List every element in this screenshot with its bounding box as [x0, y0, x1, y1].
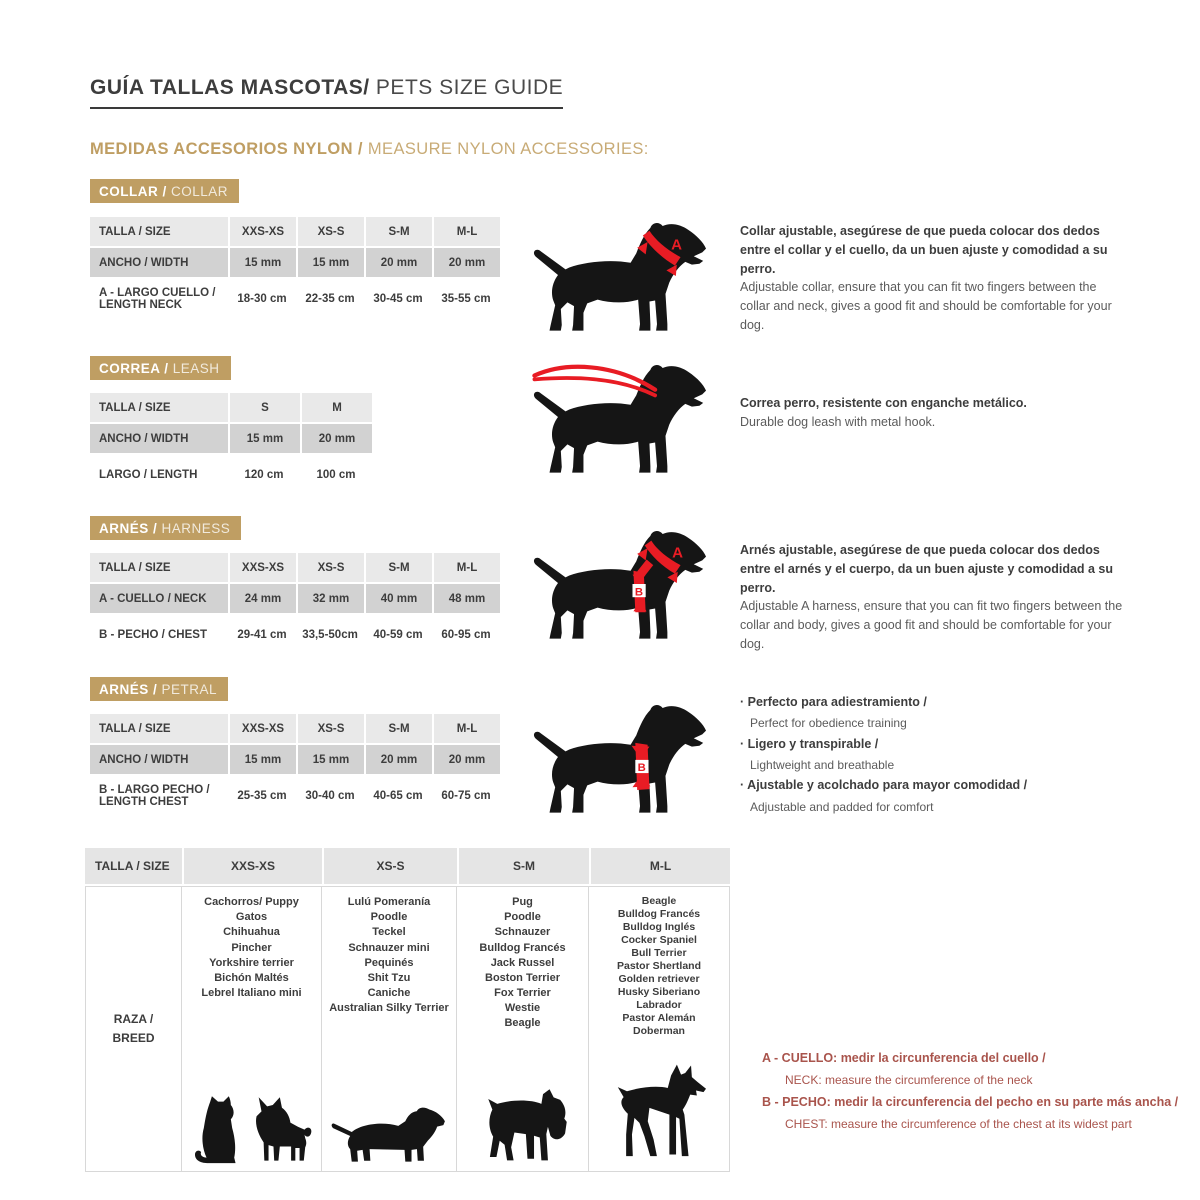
note-a-en: NECK: measure the circumference of the neck — [785, 1072, 1033, 1087]
breed-header-size: XXS-XS — [182, 848, 322, 884]
petral-size-table — [90, 714, 500, 816]
breed-col-xs-s — [322, 886, 457, 1172]
table-data-row — [90, 776, 500, 816]
breed-list — [329, 895, 449, 1016]
breed-header-label: TALLA / SIZE — [85, 848, 182, 884]
size-value-cell: 29-41 cm — [237, 629, 287, 641]
harness-desc-en: Adjustable A harness, ensure that you can fit two fingers between the collar and body, gives a good fit and should be comfortable for your dog. — [740, 599, 1123, 651]
silhouette-row — [607, 1063, 711, 1167]
breed-list — [201, 895, 301, 1001]
breed-name: Golden retriever — [618, 973, 700, 986]
breed-name: Cachorros/ Puppy — [204, 896, 299, 908]
size-value-cell: 120 cm — [244, 469, 284, 481]
size-value-cell: S-M — [364, 217, 432, 246]
badge-en: COLLAR — [166, 184, 229, 199]
page-subtitle — [90, 140, 649, 159]
size-value-cell: XXS-XS — [228, 714, 296, 743]
collar-desc-es: Collar ajustable, asegúrese de que pueda colocar dos dedos entre el collar y el cuello, da un buen ajuste y comodidad a su perro. — [740, 224, 1108, 276]
feature-en: Lightweight and breathable — [750, 757, 895, 772]
breed-name: Bulldog Inglés — [622, 921, 696, 934]
page-title-es: GUÍA TALLAS MASCOTAS/ — [90, 76, 370, 99]
size-value-cell: XXS-XS — [228, 553, 296, 582]
size-value-cell: 30-45 cm — [373, 293, 423, 305]
badge-en: PETRAL — [157, 682, 218, 697]
petral-feature-list — [740, 692, 1130, 817]
breed-name: Gatos — [235, 911, 268, 924]
table-header-row — [90, 714, 500, 743]
size-value-cell: 35-55 cm — [441, 293, 491, 305]
feature-en: Adjustable and padded for comfort — [750, 799, 934, 814]
harness-size-table — [90, 553, 500, 655]
breed-name: Bulldog Francés — [617, 908, 701, 921]
subtitle-en: MEASURE NYLON ACCESSORIES: — [362, 140, 649, 158]
breed-label: BREED — [112, 1031, 155, 1045]
size-value-cell: 25-35 cm — [237, 790, 287, 802]
breed-name: Bulldog Francés — [479, 941, 566, 954]
row-label: TALLA / SIZE — [99, 722, 171, 735]
cat-silhouette-icon — [191, 1095, 245, 1167]
breed-name: Pastor Shertland — [616, 960, 702, 973]
size-value-cell: M-L — [432, 217, 500, 246]
breed-name: Teckel — [372, 926, 406, 939]
row-label: LARGO / LENGTH — [99, 469, 198, 481]
measure-b-label: B — [634, 586, 644, 599]
table-header-row — [90, 217, 500, 246]
size-value-cell: XS-S — [296, 714, 364, 743]
breed-name: Jack Russel — [490, 956, 555, 969]
dog-silhouette-icon — [534, 365, 706, 473]
note-b-es: B - PECHO: medir la circunferencia del pecho en su parte más ancha / — [762, 1095, 1179, 1110]
leash-size-table — [90, 393, 372, 495]
breed-list — [617, 895, 701, 1038]
badge-es: CORREA / — [99, 361, 169, 376]
table-data-row — [90, 248, 500, 277]
page-title — [90, 76, 563, 109]
size-value-cell: 40-65 cm — [373, 790, 423, 802]
row-label: A - LARGO CUELLO / LENGTH NECK — [99, 287, 216, 311]
row-label: TALLA / SIZE — [99, 401, 171, 414]
table-data-row — [90, 584, 500, 613]
note-b-en: CHEST: measure the circumference of the chest at its widest part — [785, 1116, 1132, 1131]
breed-table — [85, 848, 730, 1172]
breed-name: Yorkshire terrier — [209, 956, 294, 969]
dog-petral-illustration — [528, 692, 720, 824]
breed-name: Pincher — [231, 941, 272, 954]
size-value-cell: 24 mm — [228, 584, 296, 613]
table-data-row — [90, 745, 500, 774]
size-value-cell: 22-35 cm — [305, 293, 355, 305]
leash-desc-es: Correa perro, resistente con enganche metálico. — [740, 396, 1027, 410]
size-value-cell: 15 mm — [228, 745, 296, 774]
size-value-cell: XS-S — [296, 217, 364, 246]
breed-name: Lebrel Italiano mini — [201, 987, 302, 1000]
table-data-row — [90, 424, 372, 453]
size-value-cell: 30-40 cm — [305, 790, 355, 802]
badge-es: COLLAR / — [99, 184, 167, 199]
schnauzer-silhouette-icon — [476, 1085, 570, 1167]
table-data-row — [90, 455, 372, 495]
feature-es: · Ajustable y acolchado para mayor comodidad / — [740, 775, 1130, 796]
size-value-cell: 20 mm — [300, 424, 372, 453]
size-value-cell: S-M — [364, 714, 432, 743]
size-value-cell: 15 mm — [296, 745, 364, 774]
measure-a-label: A — [671, 236, 683, 254]
size-value-cell: 15 mm — [296, 248, 364, 277]
badge-en: LEASH — [168, 361, 220, 376]
size-value-cell: 60-75 cm — [441, 790, 491, 802]
dog-leash-illustration — [528, 352, 720, 484]
breed-name: Doberman — [633, 1025, 685, 1038]
breed-name: Poodle — [370, 911, 408, 924]
breed-list — [479, 895, 565, 1032]
dachshund-silhouette-icon — [330, 1101, 448, 1167]
row-label: A - CUELLO / NECK — [99, 592, 207, 605]
size-value-cell: XS-S — [296, 553, 364, 582]
feature-es: · Perfecto para adiestramiento / — [740, 692, 1130, 713]
collar-size-table — [90, 217, 500, 319]
row-label: B - LARGO PECHO / LENGTH CHEST — [99, 784, 210, 808]
breed-name: Australian Silky Terrier — [329, 1002, 449, 1015]
row-label: TALLA / SIZE — [99, 225, 171, 238]
row-label: ANCHO / WIDTH — [99, 256, 189, 269]
breed-table-body — [85, 886, 730, 1172]
harness-desc-es: Arnés ajustable, asegúrese de que pueda colocar dos dedos entre el arnés y el cuerpo, da un buen ajuste y comodidad a su perro. — [740, 543, 1114, 595]
breed-name: Westie — [504, 1002, 541, 1015]
size-value-cell: 20 mm — [432, 745, 500, 774]
size-value-cell: 32 mm — [296, 584, 364, 613]
silhouette-row — [476, 1085, 570, 1167]
breed-col-xxs-xs — [182, 886, 322, 1172]
silhouette-row — [191, 1093, 313, 1167]
size-value-cell: 15 mm — [228, 248, 296, 277]
collar-section-badge — [90, 179, 239, 203]
table-header-row — [90, 553, 500, 582]
size-value-cell: 40-59 cm — [373, 629, 423, 641]
harness-section-badge — [90, 516, 241, 540]
row-label: B - PECHO / CHEST — [99, 629, 207, 641]
chihuahua-silhouette-icon — [253, 1093, 313, 1167]
dog-silhouette-icon — [534, 705, 706, 813]
size-value-cell: 15 mm — [228, 424, 300, 453]
breed-name: Schnauzer — [494, 926, 551, 939]
badge-es: ARNÉS / — [99, 521, 158, 536]
breed-name: Cocker Spaniel — [621, 934, 697, 947]
collar-desc-en: Adjustable collar, ensure that you can fit two fingers between the collar and neck, gives a good fit and should be comfortable for your dog. — [740, 280, 1112, 332]
size-value-cell: 33,5-50cm — [302, 629, 358, 641]
measure-a-label: A — [672, 544, 683, 562]
breed-name: Shit Tzu — [367, 971, 411, 984]
breed-name: Caniche — [367, 987, 411, 1000]
breed-name: Fox Terrier — [494, 987, 551, 1000]
size-value-cell: 20 mm — [432, 248, 500, 277]
size-value-cell: 20 mm — [364, 248, 432, 277]
size-value-cell: 40 mm — [364, 584, 432, 613]
breed-name: Pug — [512, 896, 533, 908]
breed-name: Pastor Alemán — [622, 1012, 696, 1025]
badge-en: HARNESS — [157, 521, 231, 536]
breed-name: Beagle — [504, 1017, 541, 1030]
measure-b-label: B — [637, 762, 646, 775]
size-value-cell: S — [228, 393, 300, 422]
size-value-cell: XXS-XS — [228, 217, 296, 246]
breed-name: Chihuahua — [223, 926, 280, 939]
breed-col-s-m — [457, 886, 589, 1172]
subtitle-es: MEDIDAS ACCESORIOS NYLON / — [90, 140, 363, 158]
collar-description — [740, 222, 1125, 335]
size-value-cell: 60-95 cm — [441, 629, 491, 641]
leash-description — [740, 394, 1125, 432]
dog-collar-illustration — [528, 210, 720, 342]
size-value-cell: M-L — [432, 714, 500, 743]
breed-name: Lulú Pomeranía — [347, 896, 431, 908]
size-value-cell: 48 mm — [432, 584, 500, 613]
size-value-cell: 100 cm — [316, 469, 356, 481]
breed-name: Pequinés — [364, 956, 414, 969]
size-value-cell: S-M — [364, 553, 432, 582]
breed-header-size: XS-S — [322, 848, 457, 884]
leash-desc-en: Durable dog leash with metal hook. — [740, 414, 936, 429]
silhouette-row — [330, 1101, 448, 1167]
breed-row-label — [85, 886, 182, 1172]
breed-table-header — [85, 848, 730, 884]
breed-name: Bull Terrier — [631, 947, 687, 960]
breed-name: Schnauzer mini — [348, 941, 430, 954]
table-data-row — [90, 279, 500, 319]
doberman-silhouette-icon — [607, 1063, 711, 1167]
row-label: ANCHO / WIDTH — [99, 753, 189, 766]
size-value-cell: 20 mm — [364, 745, 432, 774]
row-label: TALLA / SIZE — [99, 561, 171, 574]
size-value-cell: M — [300, 393, 372, 422]
breed-name: Labrador — [636, 999, 682, 1012]
breed-name: Poodle — [504, 911, 541, 924]
table-data-row — [90, 615, 500, 655]
badge-es: ARNÉS / — [99, 682, 158, 697]
breed-name: Bichón Maltés — [214, 971, 289, 984]
dog-harness-illustration — [528, 518, 720, 650]
petral-section-badge — [90, 677, 228, 701]
breed-header-size: S-M — [457, 848, 589, 884]
breed-col-m-l — [589, 886, 730, 1172]
feature-en: Perfect for obedience training — [750, 716, 907, 731]
breed-name: Beagle — [641, 895, 677, 907]
leash-section-badge — [90, 356, 231, 380]
table-header-row — [90, 393, 372, 422]
breed-name: Husky Siberiano — [617, 986, 701, 999]
row-label: ANCHO / WIDTH — [99, 432, 189, 445]
measuring-notes — [762, 1047, 1192, 1135]
breed-name: Boston Terrier — [485, 971, 560, 984]
size-value-cell: M-L — [432, 553, 500, 582]
harness-description — [740, 541, 1125, 654]
breed-header-size: M-L — [589, 848, 730, 884]
page-title-en: PETS SIZE GUIDE — [369, 76, 564, 99]
feature-es: · Ligero y transpirable / — [740, 734, 1130, 755]
size-value-cell: 18-30 cm — [237, 293, 287, 305]
note-a-es: A - CUELLO: medir la circunferencia del cuello / — [762, 1051, 1046, 1065]
raza-label: RAZA / — [113, 1011, 154, 1026]
